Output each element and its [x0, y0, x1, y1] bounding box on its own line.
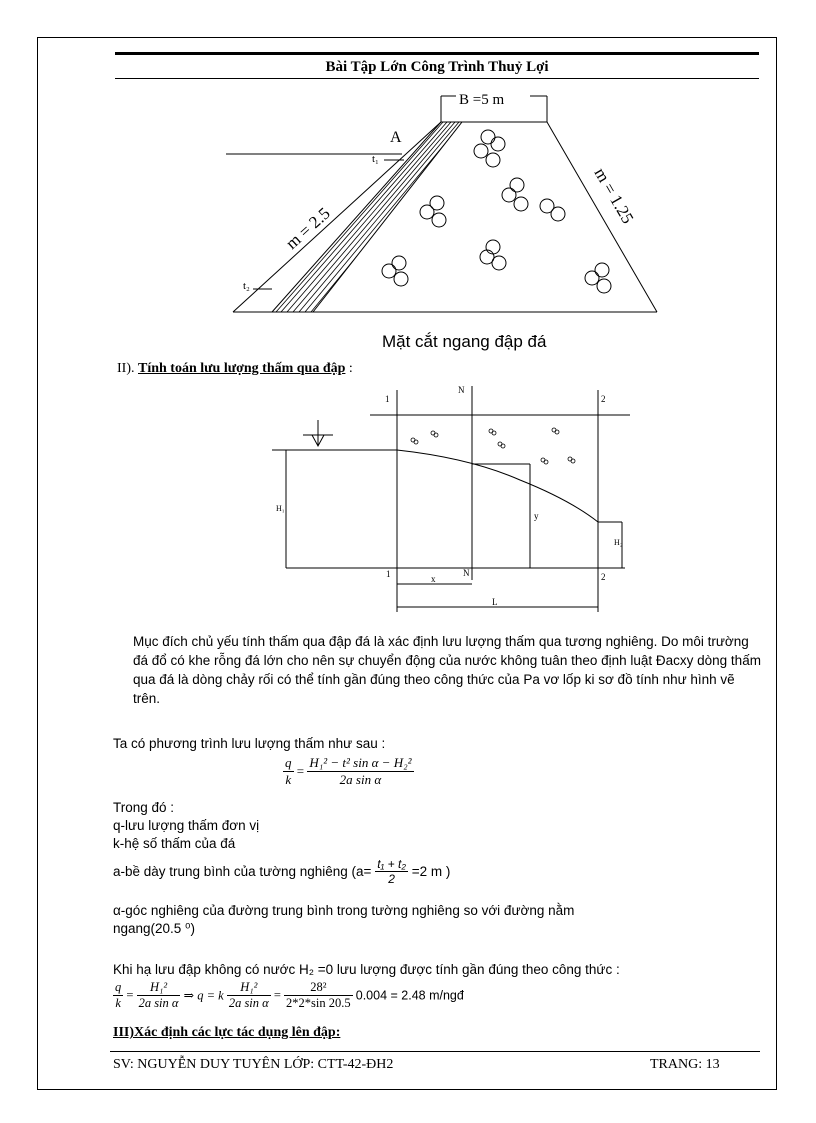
footer-student: SV: NGUYỄN DUY TUYÊN LỚP: CTT-42-ĐH2 [113, 1057, 394, 1072]
seepage-scheme-figure [0, 380, 816, 620]
description-paragraph: Mục đích chủ yếu tính thấm qua đập đá là xác định lưu lượng thấm qua tương nghiêng. Do môi trường đá đổ có khe rỗng đá lớn cho nên sự chuyển động của nước không tuân theo định luật Đacxy dòng thấm qua đá là dòng chảy rối có thể tính gần đúng theo công thức của Pa vơ lốp ki sơ đồ tính như hình vẽ trên. [133, 634, 761, 706]
figure1-caption: Mặt cắt ngang đập đá [382, 332, 547, 351]
section-3-heading: III)Xác định các lực tác dụng lên đập: [113, 1025, 341, 1040]
eq2-k: k [115, 996, 121, 1010]
eq2-f2-den: 2a sin α [228, 996, 269, 1010]
y-label: y [534, 511, 539, 521]
eq2-q: q [115, 980, 122, 994]
t1-label: t₁ [372, 153, 379, 165]
h1-label: H₁ [276, 504, 285, 513]
point-a-label: A [390, 129, 402, 146]
eq2-result: 0.004 = 2.48 m/ngđ [355, 988, 464, 1003]
right-slope-label: m = 1.25 [590, 164, 638, 227]
t2-label: t₂ [243, 280, 250, 292]
crest-width-label: B =5 m [459, 92, 505, 108]
eq2-f1-den: 2a sin α [138, 996, 179, 1010]
def-q: q-lưu lượng thấm đơn vị [113, 818, 260, 833]
def-a-suffix: =2 m ) [411, 864, 451, 879]
where-label: Trong đó : [113, 800, 175, 815]
dam-cross-section-figure [0, 0, 816, 360]
footer-rule [110, 1051, 760, 1052]
section-2-heading [117, 361, 353, 377]
section-1-top: 1 [385, 394, 390, 404]
x-label: x [431, 574, 436, 584]
h2-label: H₂ [614, 538, 623, 547]
left-slope-label: m = 2.5 [281, 203, 334, 253]
eq2-f1-num: H₁² [137, 980, 181, 996]
section-n-bottom: N [463, 568, 470, 578]
footer-page-number: TRANG: 13 [650, 1057, 720, 1072]
section-2-number: II). [117, 361, 135, 376]
section-2-bottom: 2 [601, 572, 606, 582]
discharge-calculation: $\frac{q}{k}$ = $\frac{\text{H₁²}}{\text{2a sin α}}$ ⇒ q = k $\frac{\text{H₁²}}{\text{2a sin α}}$ = $\frac{\text{28²}}{2*2*\sin 20.5}$ 0.004 = 2.48 m/ngđ [115, 980, 464, 1010]
section-2-title: Tính toán lưu lượng thấm qua đập [138, 361, 346, 376]
rock-marks [411, 428, 575, 464]
eq2-f3-den: 2*2*sin 20.5 [286, 996, 351, 1010]
def-alpha-line2: ngang(20.5 ⁰) [113, 921, 195, 936]
eq2-implies: ⇒ q = k [183, 988, 224, 1003]
l-label: L [492, 597, 498, 607]
seepage-equation: $\frac{q}{k}$ = $\frac{\text{H₁² − t² sin α − H₂²}}{\text{2a sin α}}$ [285, 755, 412, 787]
eq1-lhs-den: k [285, 772, 292, 787]
def-a-num: t₁ + t₂ [377, 857, 406, 871]
page-title: Bài Tập Lớn Công Trình Thuỷ Lợi [325, 59, 549, 75]
section-n-top: N [458, 385, 465, 395]
eq2-f2-num: H₁² [227, 980, 271, 996]
eq1-lhs-num: q [285, 755, 292, 770]
section-2-top: 2 [601, 394, 606, 404]
eq2-equals: = [273, 988, 281, 1002]
def-alpha-line1: α-góc nghiêng của đường trung bình trong tường nghiêng so với đường nằm [113, 903, 575, 918]
calc-intro: Khi hạ lưu đập không có nước H₂ =0 lưu lượng được tính gần đúng theo công thức : [113, 962, 620, 977]
rock-clusters [382, 130, 611, 293]
section-1-bottom: 1 [386, 569, 391, 579]
equation-intro: Ta có phương trình lưu lượng thấm như sau : [113, 736, 386, 751]
eq2-f3-num: 28² [284, 980, 353, 996]
def-a-den: 2 [388, 872, 395, 886]
def-a-prefix: a-bề dày trung bình của tường nghiêng (a= [113, 864, 372, 879]
def-a [113, 857, 450, 886]
eq1-rhs-num: H₁² − t² sin α − H₂² [309, 755, 412, 770]
eq1-rhs-den: 2a sin α [339, 772, 382, 787]
section-2-colon: : [348, 361, 353, 376]
def-k: k-hệ số thấm của đá [113, 836, 236, 851]
